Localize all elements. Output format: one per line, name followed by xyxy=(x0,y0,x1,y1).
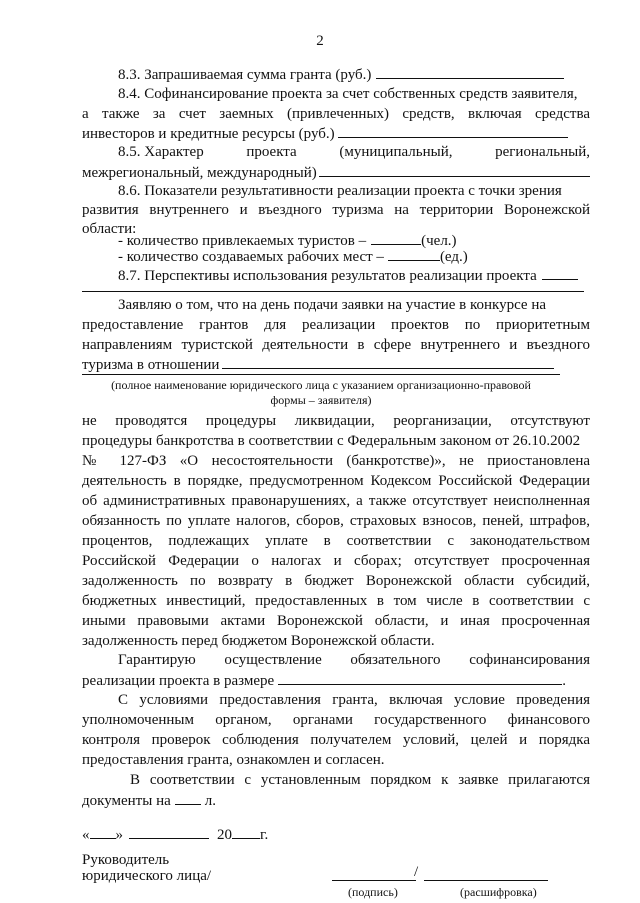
declaration-body-9: задолженность по возврату в бюджет Воронежской области субсидий, xyxy=(82,573,590,589)
applicant-note-line-1: (полное наименование юридического лица с указанием организационно-правовой xyxy=(111,378,531,392)
applicant-name-field[interactable] xyxy=(222,354,554,369)
declaration-body-4: деятельность в порядке, предусмотренном Кодексом Российской Федерации xyxy=(82,473,590,489)
applicant-name-continuation-line[interactable] xyxy=(82,374,560,375)
project-type-field[interactable] xyxy=(319,162,590,177)
cofinancing-amount-field[interactable] xyxy=(278,670,562,685)
item-8-3-label: 8.3. Запрашиваемая сумма гранта (руб.) xyxy=(118,67,372,83)
date-year-prefix: 20 xyxy=(217,827,232,843)
declaration-line-2: предоставление грантов для реализации проектов по приоритетным xyxy=(82,317,590,333)
declaration-body-3: № 127-ФЗ «О несостоятельности (банкротстве)», не приостановлена xyxy=(82,453,590,469)
item-8-4-line-1: 8.4. Софинансирование проекта за счет собственных средств заявителя, xyxy=(118,86,578,102)
date-year-suffix: г. xyxy=(260,827,269,843)
date-day-field[interactable] xyxy=(90,824,116,839)
declaration-body-8: Российской Федерации о налогах и сборах; отсутствует просроченная xyxy=(82,553,590,569)
conditions-line-3: контроля проверок соблюдения получателем условий, целей и порядка xyxy=(82,732,590,748)
attachments-label: документы на xyxy=(82,793,171,809)
prospects-continuation-line[interactable] xyxy=(82,291,584,292)
item-8-5-d: региональный, xyxy=(495,144,590,160)
signature-head-line-1: Руководитель xyxy=(82,852,170,868)
tourists-unit: (чел.) xyxy=(421,233,457,249)
declaration-body-11: иными правовыми актами Воронежской области, и иная просроченная xyxy=(82,613,590,629)
conditions-line-4: предоставления гранта, ознакомлен и согласен. xyxy=(82,752,385,768)
declaration-line-4-label: туризма в отношении xyxy=(82,357,220,373)
conditions-line-1: С условиями предоставления гранта, включая условие проведения xyxy=(118,692,590,708)
page-number: 2 xyxy=(316,33,324,49)
item-8-5-c: (муниципальный, xyxy=(339,144,453,160)
grant-amount-field[interactable] xyxy=(376,64,564,79)
date-year-field[interactable] xyxy=(232,824,260,839)
guarantee-label: реализации проекта в размере xyxy=(82,673,275,689)
jobs-count-field[interactable] xyxy=(388,246,440,261)
item-8-5-b: проекта xyxy=(246,144,297,160)
prospects-field[interactable] xyxy=(542,265,578,280)
attachments-line-1: В соответствии с установленным порядком к заявке прилагаются xyxy=(130,772,590,788)
signature-decode-field[interactable] xyxy=(424,880,548,881)
signature-caption: (подпись) xyxy=(348,885,398,899)
guarantee-line-1: Гарантирую осуществление обязательного софинансирования xyxy=(118,652,590,668)
item-8-4-line-2: а также за счет заемных (привлеченных) средств, включая средства xyxy=(82,106,590,122)
item-8-4-line-3 xyxy=(82,123,590,144)
cofinancing-field[interactable] xyxy=(338,123,568,138)
decode-caption: (расшифровка) xyxy=(460,885,537,899)
item-8-5-label: межрегиональный, международный) xyxy=(82,165,317,181)
date-line xyxy=(82,824,590,845)
item-8-5-line-1 xyxy=(118,142,590,162)
item-8-6-line-2: развития внутреннего и въездного туризма на территории Воронежской xyxy=(82,202,590,218)
item-8-5-line-2 xyxy=(82,162,590,183)
guarantee-period: . xyxy=(562,673,566,689)
item-8-4-label: инвесторов и кредитные ресурсы (руб.) xyxy=(82,126,335,142)
tourists-label: - количество привлекаемых туристов – xyxy=(118,233,367,249)
declaration-body-7: процентов, подлежащих уплате в соответствии с законодательством xyxy=(82,533,590,549)
item-8-3 xyxy=(118,64,590,85)
item-8-6-line-3: области: xyxy=(82,221,137,237)
signature-head-line-2: юридического лица/ xyxy=(82,868,212,884)
item-8-7 xyxy=(118,265,590,286)
attachments-line-2 xyxy=(82,790,590,811)
date-quote-open: « xyxy=(82,827,90,843)
declaration-body-5: об административных правонарушениях, а также отсутствует неисполненная xyxy=(82,493,590,509)
item-8-6-line-1: 8.6. Показатели результативности реализации проекта с точки зрения xyxy=(118,183,562,199)
signature-field[interactable] xyxy=(332,880,416,881)
tourists-count-field[interactable] xyxy=(371,230,421,245)
attachments-unit: л. xyxy=(204,793,217,809)
declaration-line-4 xyxy=(82,354,590,375)
conditions-line-2: уполномоченным органом, органами государственного финансового xyxy=(82,712,590,728)
jobs-label: - количество создаваемых рабочих мест – xyxy=(118,249,384,265)
jobs-row xyxy=(118,246,590,267)
guarantee-line-2 xyxy=(82,670,590,691)
declaration-body-10: бюджетных инвестиций, предоставленных в том числе в соответствии с xyxy=(82,593,590,609)
declaration-body-1: не проводятся процедуры ликвидации, реорганизации, отсутствуют xyxy=(82,413,590,429)
item-8-5-a: 8.5. Характер xyxy=(118,144,204,160)
jobs-unit: (ед.) xyxy=(439,249,468,265)
declaration-body-6: обязанность по уплате налогов, сборов, страховых взносов, пеней, штрафов, xyxy=(82,513,590,529)
applicant-note-line-2: формы – заявителя) xyxy=(270,393,372,407)
declaration-body-12: задолженность перед бюджетом Воронежской области. xyxy=(82,633,435,649)
declaration-line-3: направлениям туристской деятельности в сфере внутреннего и въездного xyxy=(82,337,590,353)
declaration-line-1: Заявляю о том, что на день подачи заявки на участие в конкурсе на xyxy=(118,297,547,313)
declaration-body-2: процедуры банкротства в соответствии с Федеральным законом от 26.10.2002 xyxy=(82,433,581,449)
pages-count-field[interactable] xyxy=(175,790,201,805)
item-8-7-label: 8.7. Перспективы использования результатов реализации проекта xyxy=(118,268,537,284)
date-month-field[interactable] xyxy=(129,824,209,839)
signature-slash: / xyxy=(414,864,419,880)
date-quote-close: » xyxy=(115,827,123,843)
